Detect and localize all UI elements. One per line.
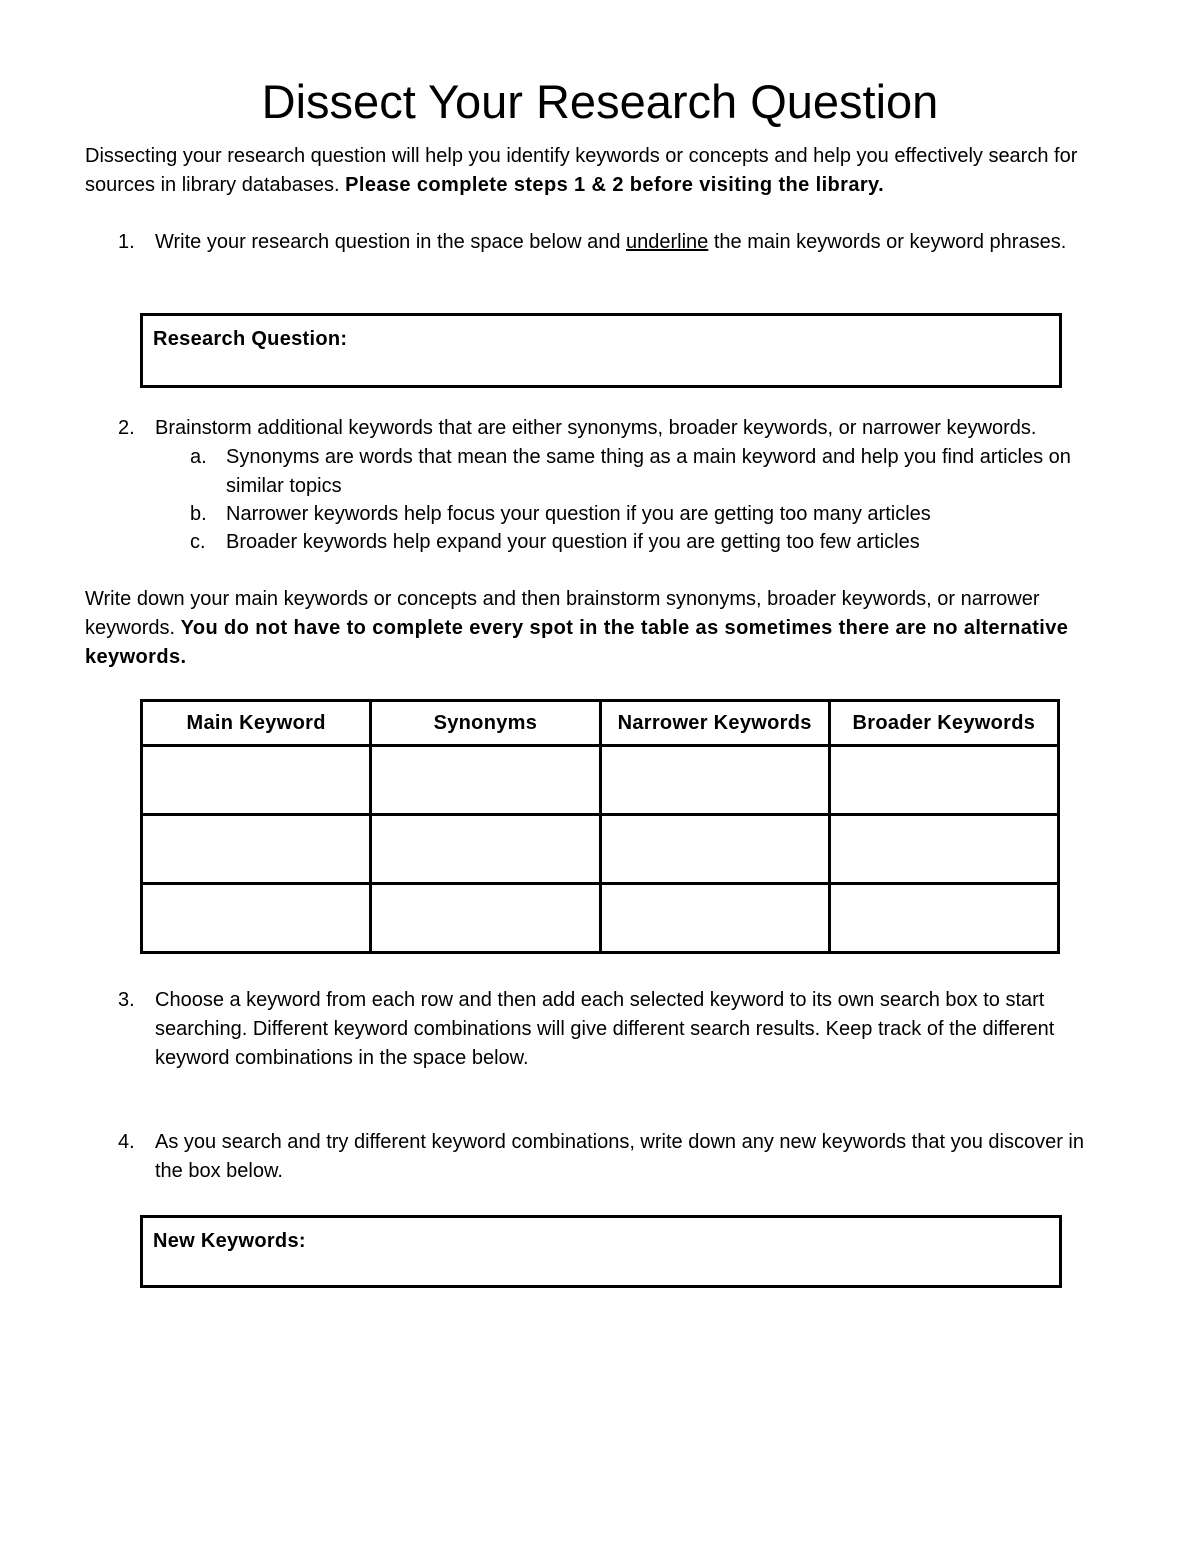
intro-text: Dissecting your research question will help you identify keywords or concepts and help you effectively search for sources in library databases. xyxy=(85,145,1078,196)
page-title: Dissect Your Research Question xyxy=(261,75,939,128)
sub-a-letter: a. xyxy=(190,446,207,468)
header-narrower-keywords: Narrower Keywords xyxy=(600,701,829,746)
step-2-text: Brainstorm additional keywords that are either synonyms, broader keywords, or narrower keywords. xyxy=(155,417,1037,439)
table-row xyxy=(142,746,1059,815)
step-1-number: 1. xyxy=(118,231,135,253)
intro-bold-text: Please complete steps 1 & 2 before visiting the library. xyxy=(345,174,885,196)
new-keywords-label: New Keywords: xyxy=(153,1230,306,1252)
table-intro-text: Write down your main keywords or concepts and then brainstorm synonyms, broader keywords, or narrower keywords. xyxy=(85,588,1040,639)
table-cell[interactable] xyxy=(142,746,371,815)
table-cell[interactable] xyxy=(371,746,600,815)
header-broader-keywords: Broader Keywords xyxy=(829,701,1058,746)
step-1-text-after: the main keywords or keyword phrases. xyxy=(713,231,1067,253)
header-main-keyword: Main Keyword xyxy=(142,701,371,746)
table-cell[interactable] xyxy=(142,815,371,884)
sub-b-letter: b. xyxy=(190,503,207,525)
step-1-text xyxy=(155,228,1120,257)
table-cell[interactable] xyxy=(371,884,600,953)
table-cell[interactable] xyxy=(600,815,829,884)
table-row xyxy=(142,884,1059,953)
step-2-number: 2. xyxy=(118,417,135,439)
table-cell[interactable] xyxy=(600,884,829,953)
table-cell[interactable] xyxy=(142,884,371,953)
research-question-box[interactable] xyxy=(140,313,1062,388)
table-cell[interactable] xyxy=(600,746,829,815)
table-cell[interactable] xyxy=(829,746,1058,815)
step-4-number: 4. xyxy=(118,1131,135,1153)
table-intro-paragraph xyxy=(85,585,1120,672)
research-question-label: Research Question: xyxy=(153,328,348,350)
table-intro-bold-text: You do not have to complete every spot in the table as sometimes there are no alternative keywords. xyxy=(85,617,1069,668)
step-3-number: 3. xyxy=(118,989,135,1011)
table-row xyxy=(142,815,1059,884)
step-3-text: Choose a keyword from each row and then add each selected keyword to its own search box to start searching. Different keyword combinations will give different search results. Keep track of the different keyword combinations in the space below. xyxy=(155,989,1055,1069)
new-keywords-box[interactable] xyxy=(140,1215,1062,1288)
sub-a-text: Synonyms are words that mean the same thing as a main keyword and help you find articles on similar topics xyxy=(226,446,1071,497)
keyword-table xyxy=(140,699,1060,954)
sub-b-text: Narrower keywords help focus your question if you are getting too many articles xyxy=(226,503,931,525)
sub-c-letter: c. xyxy=(190,531,206,553)
intro-paragraph xyxy=(85,142,1125,200)
step-4-text: As you search and try different keyword combinations, write down any new keywords that you discover in the box below. xyxy=(155,1131,1084,1182)
table-cell[interactable] xyxy=(371,815,600,884)
step-1-text-before: Write your research question in the space below and xyxy=(155,231,621,253)
sub-c-text: Broader keywords help expand your question if you are getting too few articles xyxy=(226,531,920,553)
header-synonyms: Synonyms xyxy=(371,701,600,746)
table-header-row xyxy=(142,701,1059,746)
step-1-underlined-word: underline xyxy=(626,231,709,253)
table-cell[interactable] xyxy=(829,815,1058,884)
table-cell[interactable] xyxy=(829,884,1058,953)
